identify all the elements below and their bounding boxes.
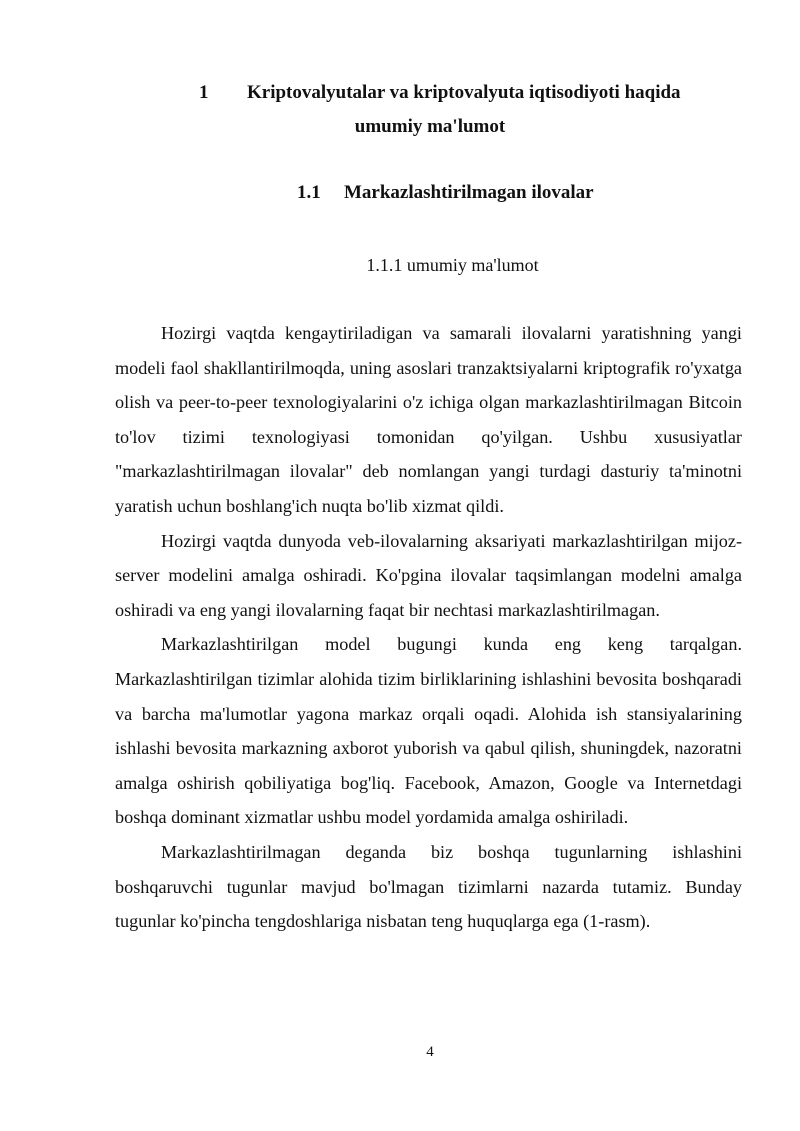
paragraph: Hozirgi vaqtda dunyoda veb-ilovalarning aksariyati markazlashtirilgan mijoz-server modelini amalga oshiradi. Ko'pgina ilovalar taqsimlangan modelni amalga oshiradi va eng yangi ilovalarning faqat bir nechtasi markazlashtirilmagan. bbox=[115, 530, 742, 620]
section-title: Markazlashtirilmagan ilovalar bbox=[344, 182, 594, 203]
page-number: 4 bbox=[426, 1044, 434, 1060]
paragraph: Hozirgi vaqtda kengaytiriladigan va samarali ilovalarni yaratishning yangi modeli faol shakllantirilmoqda, uning asoslari tranzaktsiyalarni kriptografik ro'yxatga olish va peer-to-peer texnologiyalarini o'z ichiga olgan markazlashtirilmagan Bitcoin to'lov tizimi texnologiyasi tomonidan qo'yilgan. Ushbu xususiyatlar "markazlashtirilmagan ilovalar" deb nomlangan yangi turdagi dasturiy ta'minotni yaratish uchun boshlang'ich nuqta bo'lib xizmat qildi. bbox=[115, 323, 742, 516]
chapter-title-line1: Kriptovalyutalar va kriptovalyuta iqtisodiyoti haqida bbox=[247, 82, 681, 103]
body-text bbox=[115, 316, 742, 939]
chapter-title-line2: umumiy ma'lumot bbox=[354, 116, 506, 137]
chapter-number: 1 bbox=[199, 82, 209, 103]
subsection-heading: 1.1.1 umumiy ma'lumot bbox=[366, 255, 539, 275]
paragraph: Markazlashtirilmagan deganda biz boshqa tugunlarning ishlashini boshqaruvchi tugunlar mavjud bo'lmagan tizimlarni nazarda tutamiz. Bunday tugunlar ko'pincha tengdoshlariga nisbatan teng huquqlarga ega (1-rasm). bbox=[115, 841, 742, 932]
chapter-heading bbox=[0, 76, 800, 144]
section-number: 1.1 bbox=[297, 182, 321, 203]
paragraph: Markazlashtirilgan model bugungi kunda eng keng tarqalgan. Markazlashtirilgan tizimlar alohida tizim birliklarining ishlashini bevosita boshqaradi va barcha ma'lumotlar yagona markaz orqali oqadi. Alohida ish stansiyalarining ishlashi bevosita markazning axborot yuborish va qabul qilish, shuningdek, nazoratni amalga oshirish qobiliyatiga bog'liq. Facebook, Amazon, Google va Internetdagi boshqa dominant xizmatlar ushbu model yordamida amalga oshiriladi. bbox=[115, 634, 742, 828]
